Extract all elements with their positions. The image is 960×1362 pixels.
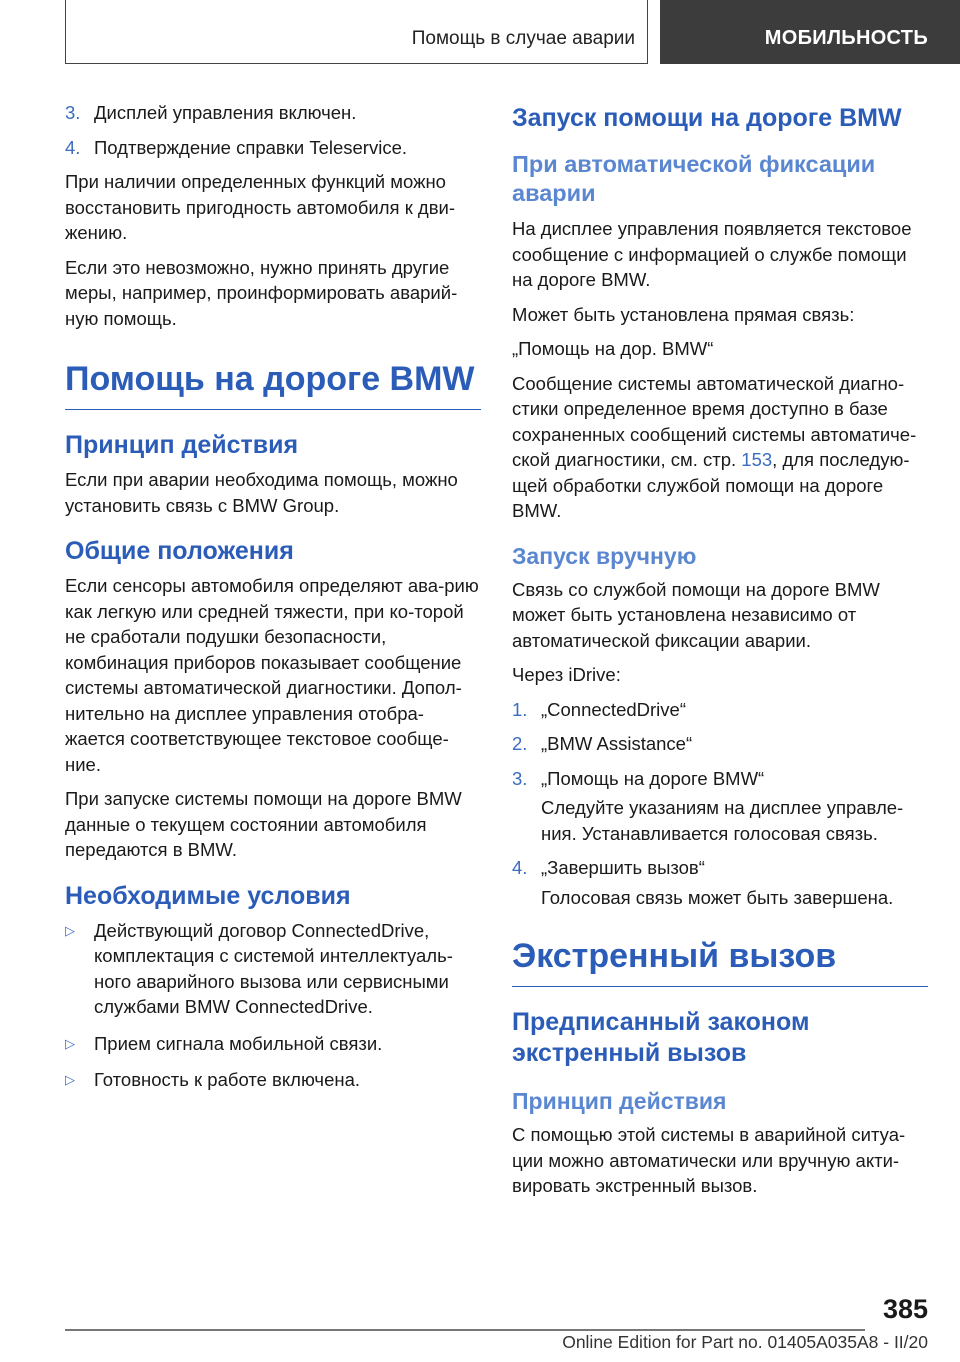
paragraph: Если сенсоры автомобиля определяют ава-рию как легкую или средней тяжести, при ко-торой не сработали подушки безопасности, комбинация приборов показывает сообщение системы автоматической диагностики. Допол-нительно на дисплее управления отобра-жается соответствующее текстовое сообще-ние. [65, 575, 479, 775]
footer-divider [65, 1329, 865, 1331]
list-item [512, 855, 928, 881]
list-text: „BMW Assistance“ [541, 733, 693, 754]
paragraph: Через iDrive: [512, 664, 621, 685]
paragraph: Связь со службой помощи на дороге BMW может быть установлена независимо от автоматической фиксации аварии. [512, 578, 880, 651]
list-number: 3. [512, 767, 528, 789]
list-continuation: Голосовая связь может быть завершена. [541, 886, 894, 908]
list-text: „Завершить вызов“ [541, 857, 705, 878]
list-item [65, 100, 481, 126]
bullet-text: Действующий договор ConnectedDrive, комплектация с системой интеллектуаль-ного аварийного вызова или сервисными службами BMW ConnectedDrive. [94, 919, 453, 1017]
paragraph: Может быть установлена прямая связь: [512, 303, 855, 325]
list-continuation: Следуйте указаниям на дисплее управле-ния. Устанавливается голосовая связь. [541, 797, 904, 844]
list-item [65, 135, 481, 161]
header-title: Помощь в случае аварии [411, 28, 635, 49]
paragraph: На дисплее управления появляется текстовое сообщение с информацией о службе помощи на дороге BMW. [512, 218, 912, 290]
list-text: „ConnectedDrive“ [541, 698, 686, 720]
list-number: 2. [512, 733, 528, 754]
subsection-heading: Предписанный законом экстренный вызов [512, 1008, 810, 1067]
subsection-heading: Запуск помощи на дороге BMW [512, 104, 902, 132]
paragraph-text: , для последую-щей обработки службой помощи на дороге BMW. [512, 449, 910, 521]
list-number: 4. [512, 857, 528, 878]
list-number: 1. [512, 698, 528, 720]
subsection-heading: Общие положения [65, 537, 294, 565]
paragraph [512, 371, 928, 524]
paragraph: При запуске системы помощи на дороге BMW данные о текущем состоянии автомобиля передаются в BMW. [65, 788, 462, 860]
paragraph: При наличии определенных функций можно восстановить пригодность автомобиля к дви-жению. [65, 171, 456, 243]
bullet-item [65, 918, 481, 1020]
section-heading: Экстренный вызов [512, 936, 928, 987]
list-item [512, 697, 928, 723]
subsection-subheading: Запуск вручную [512, 542, 697, 569]
bullet-text: Прием сигнала мобильной связи. [94, 1032, 383, 1054]
left-column [65, 100, 481, 1104]
subsection-heading: Принцип действия [65, 431, 299, 459]
list-text: Дисплей управления включен. [94, 102, 357, 123]
subsection-heading: Необходимые условия [65, 881, 351, 910]
list-text: „Помощь на дороге BMW“ [541, 767, 765, 789]
paragraph: С помощью этой системы в аварийной ситуа-ции можно автоматически или вручную акти-вировать экстренный вызов. [512, 1124, 906, 1196]
list-number: 3. [65, 102, 81, 123]
bullet-item [65, 1031, 481, 1057]
subsection-subheading: При автоматической фиксации аварии [512, 151, 876, 206]
bullet-item [65, 1067, 481, 1093]
list-item [512, 731, 928, 757]
list-text: Подтверждение справки Teleservice. [94, 136, 408, 158]
triangle-bullet-icon: ▷ [65, 1072, 75, 1087]
triangle-bullet-icon: ▷ [65, 1035, 75, 1051]
section-heading: Помощь на дороге BMW [65, 359, 481, 410]
paragraph: Если при аварии необходима помощь, можно установить связь с BMW Group. [65, 469, 458, 516]
list-item [512, 766, 928, 792]
page-number: 385 [882, 1294, 928, 1324]
bullet-text: Готовность к работе включена. [94, 1069, 361, 1090]
paragraph: Если это невозможно, нужно принять другие меры, например, проинформировать аварий-ную помощь. [65, 256, 458, 329]
right-column [512, 100, 928, 1208]
header-section-label: МОБИЛЬНОСТЬ [764, 27, 928, 49]
footer-edition: Online Edition for Part no. 01405A035A8 - II/20 [562, 1332, 928, 1352]
subsection-subheading: Принцип действия [512, 1088, 727, 1114]
page-reference-link[interactable]: 153 [741, 449, 773, 470]
paragraph-text: Сообщение системы автоматической диагно-стики определенное время доступно в базе сохраненных сообщений системы автоматиче-ской диагностики, см. стр. [512, 372, 917, 470]
list-number: 4. [65, 136, 81, 158]
paragraph: „Помощь на дор. BMW“ [512, 338, 714, 359]
triangle-bullet-icon: ▷ [65, 922, 75, 938]
